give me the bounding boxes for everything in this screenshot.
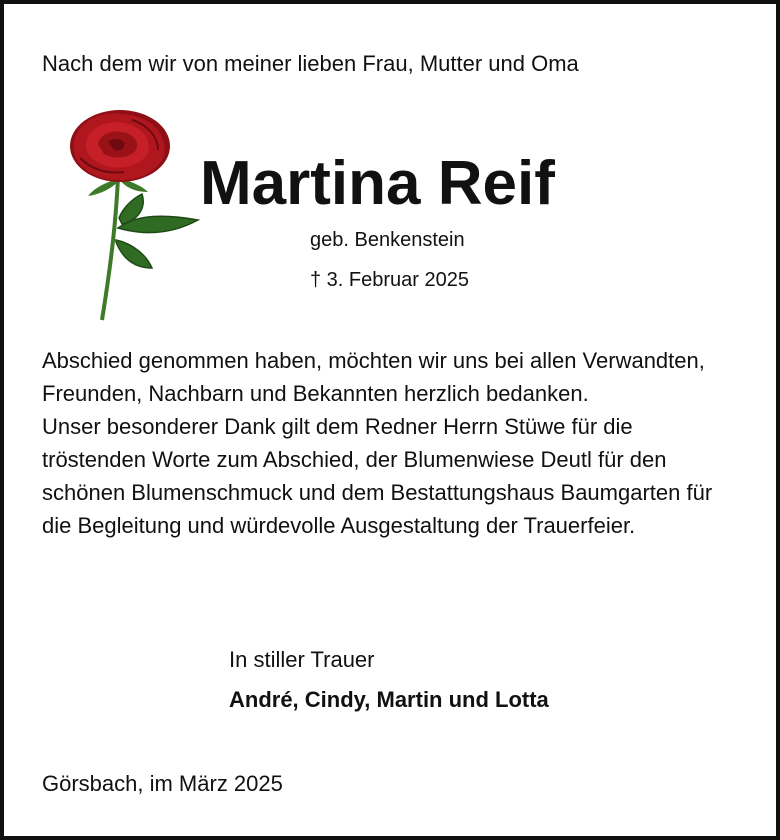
intro-text: Nach dem wir von meiner lieben Frau, Mutter und Oma	[42, 51, 579, 76]
death-date: † 3. Februar 2025	[310, 269, 469, 291]
thank-you-paragraph-2: Unser besonderer Dank gilt dem Redner Herrn Stüwe für die tröstenden Worte zum Abschied, der Blumenwiese Deutl für den schönen Blumenschmuck und dem Bestattungshaus Baumgarten für die Begleitung und würdevolle Ausgestaltung der Trauerfeier.	[42, 414, 713, 538]
red-rose-icon	[62, 108, 202, 322]
place-and-date: Görsbach, im März 2025	[42, 771, 283, 796]
family-names: André, Cindy, Martin und Lotta	[229, 687, 549, 712]
thank-you-message	[42, 344, 742, 542]
thank-you-paragraph-1: Abschied genommen haben, möchten wir uns bei allen Verwandten, Freunden, Nachbarn und Bekannten herzlich bedanken.	[42, 348, 705, 406]
birth-name: geb. Benkenstein	[310, 229, 465, 251]
mourning-line: In stiller Trauer	[229, 647, 375, 672]
deceased-name: Martina Reif	[200, 149, 555, 218]
